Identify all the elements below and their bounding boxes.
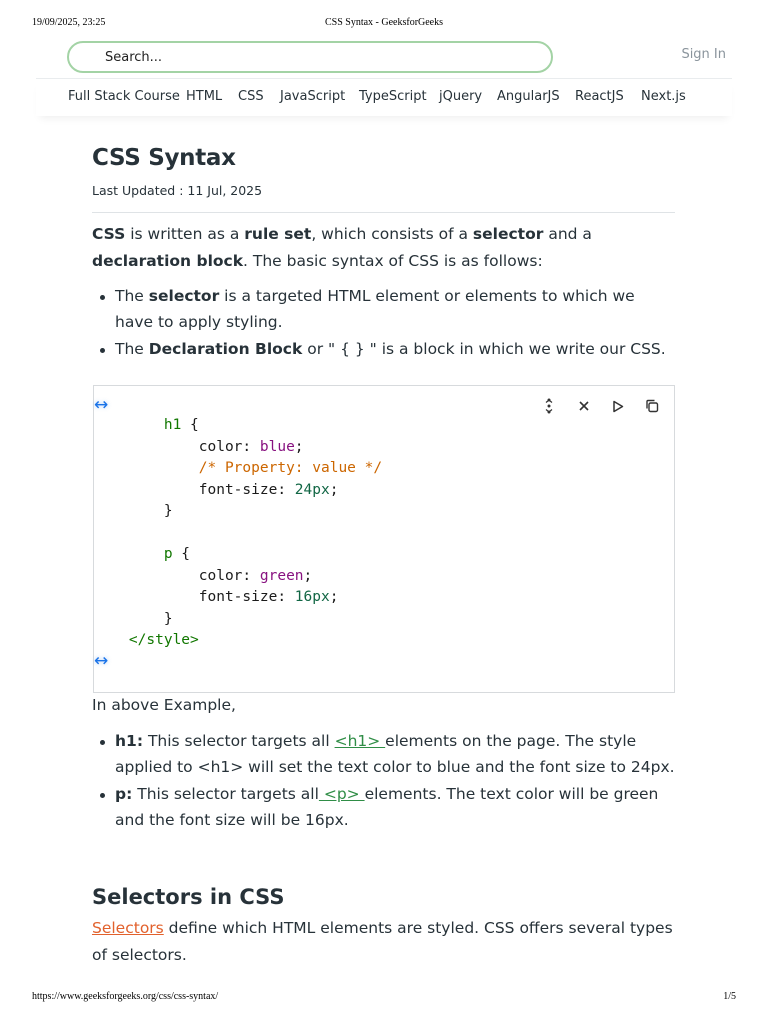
nav-item-angularjs[interactable]: AngularJS xyxy=(497,89,560,104)
intro-paragraph: CSS is written as a rule set, which consists of a selector and a declaration block. The basic syntax of CSS is as follows: xyxy=(92,225,592,270)
term-css: CSS xyxy=(92,225,126,243)
code-line xyxy=(94,523,382,545)
term-selector: selector xyxy=(472,225,544,243)
section-heading-selectors: Selectors in CSS xyxy=(92,885,285,909)
term-rule-set: rule set xyxy=(244,225,312,243)
divider xyxy=(92,212,675,213)
play-icon[interactable] xyxy=(609,397,627,415)
nav-item-jquery[interactable]: jQuery xyxy=(439,89,483,104)
code-line: } xyxy=(94,503,173,519)
syntax-bullet-list xyxy=(92,283,677,362)
search-input[interactable] xyxy=(105,48,525,66)
list-item: The selector is a targeted HTML element or elements to which we have to apply styling. xyxy=(92,283,677,335)
code-line: font-size: 24px; xyxy=(94,481,339,498)
term-declaration-block: declaration block xyxy=(92,251,244,270)
expand-horizontal-icon[interactable]: ↔ xyxy=(94,651,109,671)
print-page-number: 1/5 xyxy=(723,991,736,1002)
list-item: p: This selector targets all <p> elements. The text color will be green and the font size will be 16px. xyxy=(92,781,677,833)
code-line: color: green; xyxy=(94,567,313,584)
code-toolbar xyxy=(534,397,674,415)
close-icon[interactable] xyxy=(575,397,593,415)
article-title: CSS Syntax xyxy=(92,145,236,171)
selectors-link[interactable]: Selectors xyxy=(92,919,164,937)
example-label: In above Example, xyxy=(92,696,236,714)
code-line: p { xyxy=(163,546,191,562)
sign-in-link[interactable]: Sign In xyxy=(681,47,726,62)
selectors-paragraph: Selectors define which HTML elements are styled. CSS offers several types of selectors. xyxy=(92,919,673,964)
h1-tag-link[interactable]: <h1> xyxy=(334,732,386,750)
code-line: /* Property: value */ xyxy=(198,460,383,476)
nav-item-html[interactable]: HTML xyxy=(186,89,223,104)
list-item: The Declaration Block or " { } " is a block in which we write our CSS. xyxy=(92,336,677,362)
nav-item-typescript[interactable]: TypeScript xyxy=(359,89,427,104)
code-line: font-size: 16px; xyxy=(94,589,339,605)
code-content xyxy=(94,415,382,652)
top-nav xyxy=(36,78,732,116)
nav-item-reactjs[interactable]: ReactJS xyxy=(575,89,624,104)
print-footer xyxy=(32,991,736,1005)
nav-item-css[interactable]: CSS xyxy=(238,89,264,104)
nav-item-full-stack-course[interactable]: Full Stack Course xyxy=(68,89,180,104)
last-updated: Last Updated : 11 Jul, 2025 xyxy=(92,183,263,198)
nav-item-nextjs[interactable]: Next.js xyxy=(641,89,686,104)
code-line: h1 { xyxy=(163,417,199,433)
code-line: </style> xyxy=(128,632,199,648)
copy-icon[interactable] xyxy=(643,397,661,415)
print-header xyxy=(32,17,736,31)
example-bullet-list xyxy=(92,728,677,833)
print-url: https://www.geeksforgeeks.org/css/css-syntax/ xyxy=(32,991,219,1002)
code-block xyxy=(93,385,675,693)
print-datetime: 19/09/2025, 23:25 xyxy=(32,17,106,28)
print-page-title: CSS Syntax - GeeksforGeeks xyxy=(324,17,444,28)
more-vertical-icon[interactable] xyxy=(540,397,558,415)
p-tag-link[interactable]: <p> xyxy=(318,785,365,803)
code-line: } xyxy=(94,610,173,627)
list-item: h1: This selector targets all <h1> elements on the page. The style applied to <h1> will set the text color to blue and the font size to 24px. xyxy=(92,728,677,780)
nav-item-javascript[interactable]: JavaScript xyxy=(280,89,346,104)
code-line: color: blue; xyxy=(94,438,304,455)
search-bar[interactable] xyxy=(67,41,553,73)
expand-horizontal-icon[interactable]: ↔ xyxy=(94,395,109,415)
